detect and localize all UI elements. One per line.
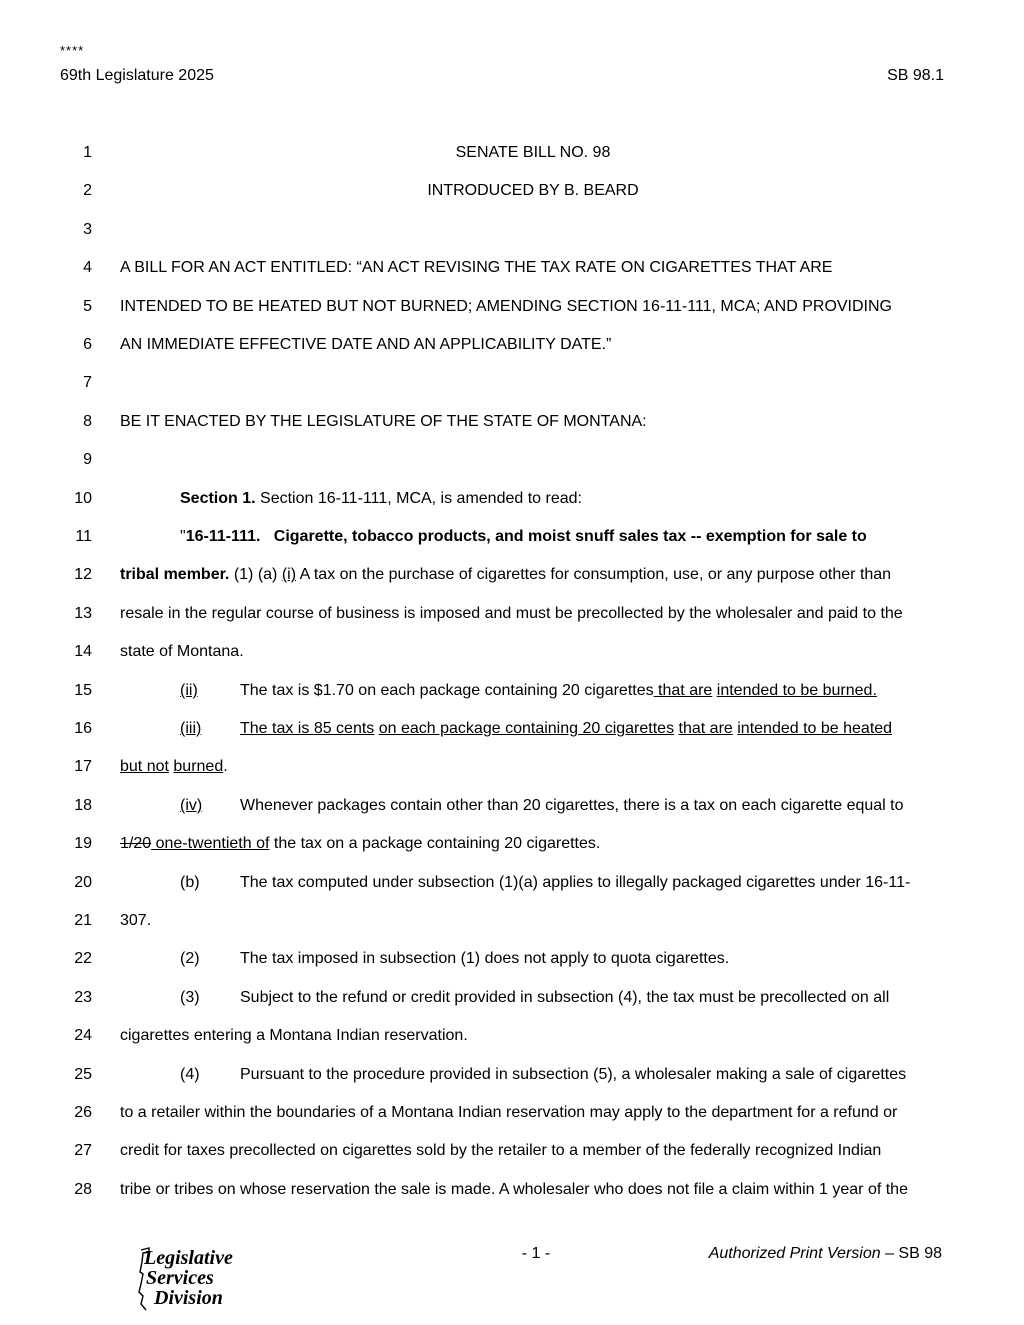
line-number: 24 (74, 1027, 92, 1044)
line-number: 8 (83, 413, 92, 430)
text-run: (1) (a) (229, 566, 282, 583)
line-text (120, 1142, 946, 1160)
text-run: on each package containing 20 cigarettes (378, 720, 675, 737)
text-run: resale in the regular course of business is imposed and must be precollected by the wholesaler and paid to the (120, 605, 903, 622)
text-run: " (180, 528, 186, 545)
text-run: to a retailer within the boundaries of a Montana Indian reservation may apply to the department for a refund or (120, 1104, 898, 1121)
line-text (120, 566, 946, 584)
text-run: burned (173, 758, 224, 775)
legislative-services-division-logo (132, 1246, 252, 1312)
line-text (120, 528, 1006, 546)
text-run: 307. (120, 912, 152, 929)
line-number: 12 (74, 566, 92, 583)
line-number: 25 (74, 1066, 92, 1083)
text-run: (i) (281, 566, 297, 583)
text-run: The tax imposed in subsection (1) does not apply to quota cigarettes. (240, 950, 730, 967)
line-number: 22 (74, 950, 92, 967)
text-run: intended to be burned. (716, 682, 877, 699)
text-run: Whenever packages contain other than 20 cigarettes, there is a tax on each cigarette equal to (240, 797, 904, 814)
line-number: 5 (83, 298, 92, 315)
text-run: but not (120, 758, 169, 775)
text-run: A BILL FOR AN ACT ENTITLED: “AN ACT REVISING THE TAX RATE ON CIGARETTES THAT ARE (120, 259, 833, 276)
line-text (120, 1027, 946, 1045)
line-text (120, 989, 1006, 1007)
text-run: Section 16-11-111, MCA, is amended to read: (255, 490, 582, 507)
text-run: INTENDED TO BE HEATED BUT NOT BURNED; AMENDING SECTION 16-11-111, MCA; AND PROVIDING (120, 298, 892, 315)
line-text (120, 797, 1006, 815)
line-number: 2 (83, 182, 92, 199)
line-text (120, 758, 946, 776)
line-text (120, 413, 946, 431)
line-text (120, 605, 946, 623)
text-run: . (223, 758, 228, 775)
line-text (120, 1104, 946, 1122)
text-run: cigarettes entering a Montana Indian reservation. (120, 1027, 468, 1044)
text-run: Pursuant to the procedure provided in subsection (5), a wholesaler making a sale of cigarettes (240, 1066, 907, 1083)
text-run: AN IMMEDIATE EFFECTIVE DATE AND AN APPLICABILITY DATE.” (120, 336, 612, 353)
subsection-label: (iii) (180, 720, 202, 737)
text-run: Subject to the refund or credit provided in subsection (4), the tax must be precollected on all (240, 989, 890, 1006)
text-run: credit for taxes precollected on cigarettes sold by the retailer to a member of the federally recognized Indian (120, 1142, 882, 1159)
line-number: 3 (83, 221, 92, 238)
logo-line-services: Services (146, 1267, 214, 1289)
text-run: intended to be heated (737, 720, 893, 737)
line-number: 21 (74, 912, 92, 929)
line-number: 19 (74, 835, 92, 852)
subsection-label: (ii) (180, 682, 198, 699)
line-number: 10 (74, 490, 92, 507)
line-number: 15 (74, 682, 92, 699)
header-legislature: 69th Legislature 2025 (60, 67, 214, 84)
text-run: 85 cents (313, 720, 375, 737)
line-number: 18 (74, 797, 92, 814)
text-run: Section 1. (180, 490, 256, 507)
text-run: INTRODUCED BY B. BEARD (427, 182, 639, 199)
line-number: 11 (75, 528, 92, 545)
text-run: that are (678, 720, 733, 737)
text-run: the tax on a package containing 20 cigarettes. (269, 835, 601, 852)
line-text (120, 1066, 1006, 1084)
line-text (120, 874, 1006, 892)
line-text (120, 835, 946, 853)
text-run: The tax is $1.70 on each package containing 20 cigarettes (240, 682, 654, 699)
line-text (120, 912, 946, 930)
line-number: 13 (74, 605, 92, 622)
line-text (120, 298, 946, 316)
subsection-label: (4) (180, 1066, 200, 1083)
subsection-label: (b) (180, 874, 200, 891)
line-number: 16 (74, 720, 92, 737)
text-run: that are (653, 682, 713, 699)
text-run: tribal member. (120, 566, 230, 583)
line-number: 26 (74, 1104, 92, 1121)
page-number: - 1 - (521, 1245, 551, 1262)
logo-line-division: Division (154, 1287, 223, 1309)
text-run: BE IT ENACTED BY THE LEGISLATURE OF THE STATE OF MONTANA: (120, 413, 647, 430)
logo-line-legislative: Legislative (144, 1247, 233, 1269)
line-text (120, 336, 946, 354)
line-number: 4 (83, 259, 92, 276)
text-run: The tax is (240, 720, 314, 737)
header-stars: **** (60, 43, 85, 58)
line-number: 1 (83, 144, 92, 161)
line-text (120, 182, 946, 200)
line-text (120, 643, 946, 661)
text-run: The tax computed under subsection (1)(a) applies to illegally packaged cigarettes under 16-11- (240, 874, 911, 891)
line-number: 6 (83, 336, 92, 353)
line-text (120, 144, 946, 162)
subsection-label: (3) (180, 989, 200, 1006)
authorized-print-bill: – SB 98 (880, 1245, 942, 1262)
line-number: 20 (74, 874, 92, 891)
line-number: 7 (83, 374, 92, 391)
subsection-label: (iv) (180, 797, 203, 814)
header-bill-number: SB 98.1 (887, 67, 944, 84)
line-number: 27 (74, 1142, 92, 1159)
text-run: tribe or tribes on whose reservation the sale is made. A wholesaler who does not file a claim within 1 year of the (120, 1181, 908, 1198)
line-text (120, 259, 946, 277)
line-text (120, 490, 1006, 508)
authorized-print-label: Authorized Print Version (708, 1245, 881, 1262)
line-text (120, 720, 1006, 738)
line-number: 14 (74, 643, 92, 660)
line-number: 9 (83, 451, 92, 468)
text-run: one-twentieth of (151, 835, 270, 852)
text-run: state of Montana. (120, 643, 244, 660)
text-run: 16-11-111. Cigarette, tobacco products, and moist snuff sales tax -- exemption for sale to (185, 528, 867, 545)
line-number: 28 (74, 1181, 92, 1198)
authorized-print-version (709, 1245, 942, 1263)
line-number: 23 (74, 989, 92, 1006)
text-run: 1/20 (120, 835, 152, 852)
text-run: A tax on the purchase of cigarettes for consumption, use, or any purpose other than (296, 566, 892, 583)
subsection-label: (2) (180, 950, 200, 967)
line-number: 17 (74, 758, 92, 775)
line-text (120, 950, 1006, 968)
line-text (120, 1181, 946, 1199)
line-text (120, 682, 1006, 700)
text-run: SENATE BILL NO. 98 (455, 144, 611, 161)
